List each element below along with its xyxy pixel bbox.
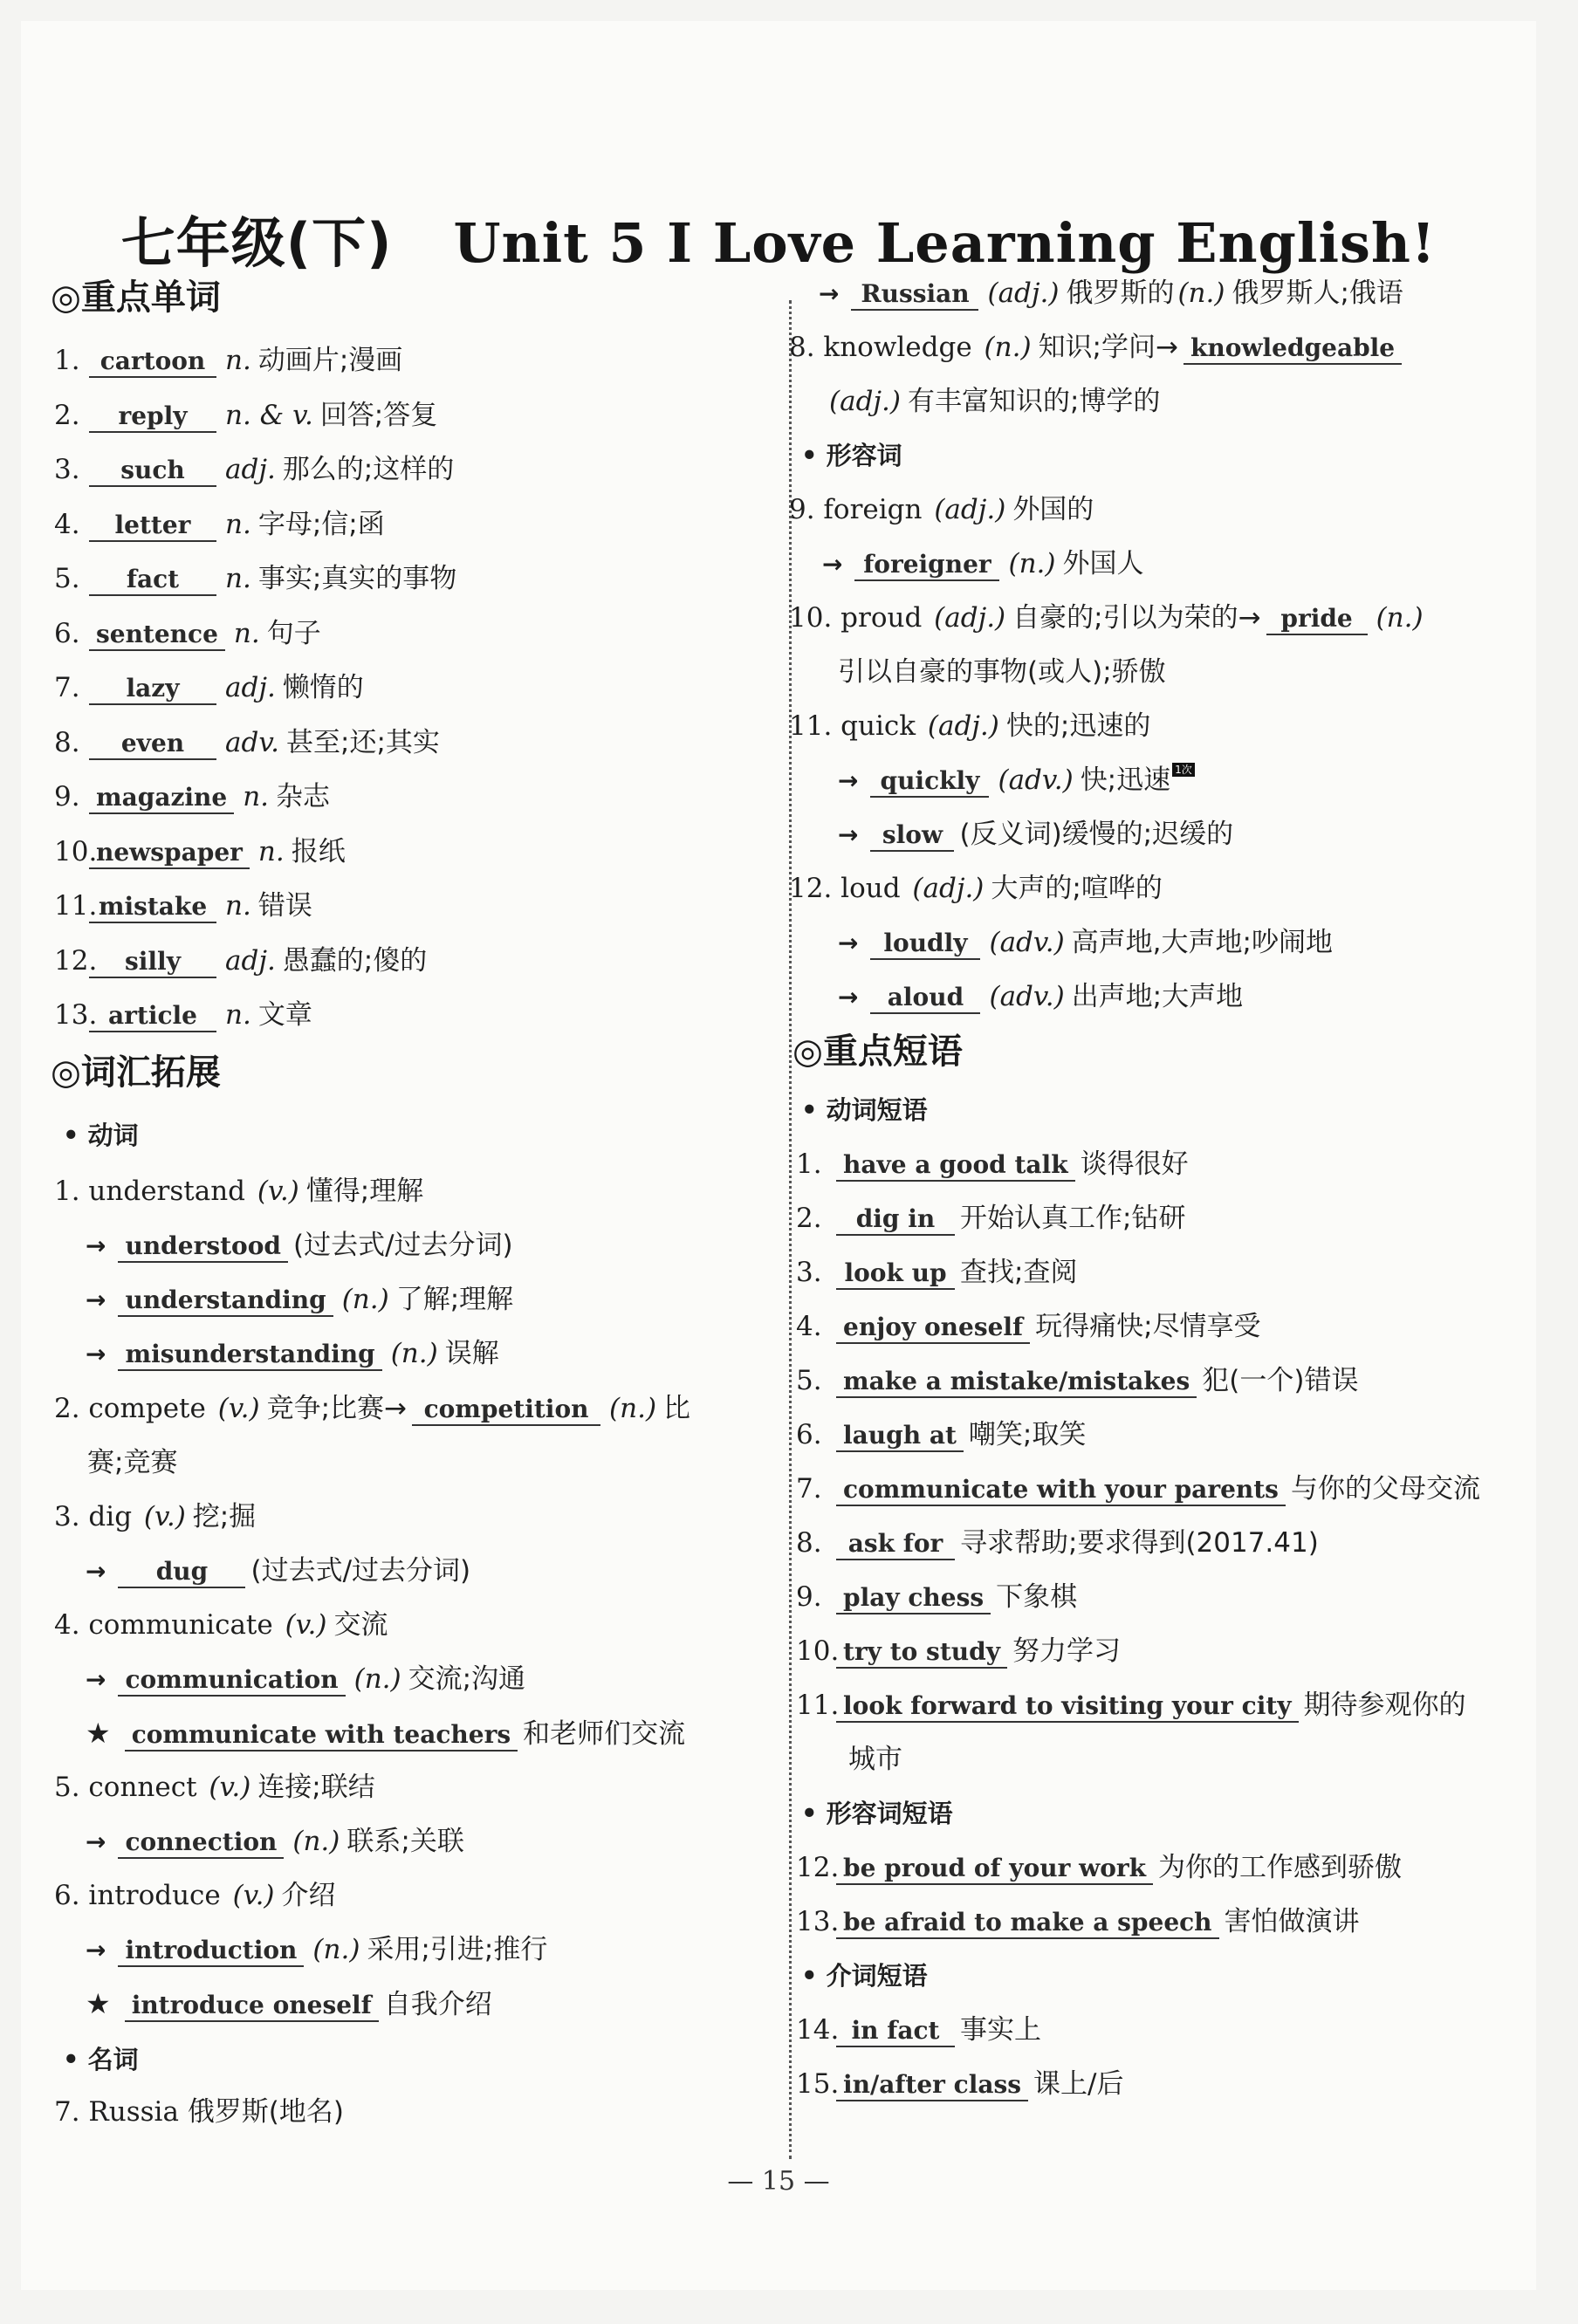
meaning: 嘲笑;取笑: [968, 1419, 1087, 1450]
pos-label: (n.): [312, 1934, 360, 1965]
meaning: 俄罗斯(地名): [187, 2096, 345, 2128]
pos-label: (v.): [143, 1501, 186, 1532]
pos-label: (adv.): [989, 981, 1065, 1012]
pos-label: n.: [257, 835, 285, 867]
word-head: 9. foreign: [789, 494, 923, 525]
pos-label: (n.): [341, 1284, 389, 1315]
answer-blank: laugh at: [836, 1421, 964, 1452]
word-head: 4. communicate: [54, 1609, 273, 1641]
expand-introduce-star: [86, 1986, 492, 2022]
key-word-row: [54, 943, 427, 978]
word-head: 2. compete: [54, 1393, 206, 1424]
meaning: 快;迅速: [1080, 764, 1171, 796]
meaning: 俄罗斯的: [1066, 278, 1175, 309]
answer-blank: introduction: [118, 1936, 304, 1967]
arrow-icon: →: [838, 766, 859, 795]
meaning: 为你的工作感到骄傲: [1158, 1852, 1403, 1883]
pos-label: (n.): [292, 1826, 340, 1857]
item-number: 10.: [54, 835, 98, 867]
meaning: 查找;查阅: [960, 1257, 1078, 1288]
word-head: 8. knowledge: [789, 332, 972, 363]
answer-blank: reply: [89, 401, 216, 433]
expand-loud-d2: [838, 979, 1243, 1015]
meaning: 犯(一个)错误: [1202, 1365, 1359, 1396]
key-word-row: [54, 888, 312, 923]
item-number: 12.: [54, 944, 98, 977]
meaning: (过去式/过去分词): [292, 1230, 513, 1261]
meaning: 和老师们交流: [523, 1718, 686, 1750]
star-icon: ★: [86, 1717, 111, 1750]
answer-blank: communicate with your parents: [836, 1475, 1286, 1506]
meaning: 字母;信;函: [257, 508, 385, 540]
phrase-row: [796, 1688, 1466, 1723]
expand-russia-d1: [819, 276, 1403, 312]
arrow-icon: →: [86, 1340, 106, 1368]
key-word-row: [54, 834, 346, 869]
meaning: 甚至;还;其实: [286, 726, 440, 758]
expand-quick-d1: [838, 763, 1195, 799]
answer-blank: letter: [89, 511, 216, 542]
answer-blank: sentence: [89, 620, 225, 651]
answer-blank: fact: [89, 565, 216, 596]
pos-label: (adj.): [912, 873, 985, 904]
meaning: 愚蠢的;傻的: [282, 944, 428, 977]
meaning: 外国人: [1062, 548, 1144, 579]
answer-blank: have a good talk: [836, 1150, 1075, 1182]
meaning: 外国的: [1012, 494, 1094, 525]
phrase-row: [796, 1255, 1077, 1290]
answer-blank: connection: [118, 1827, 284, 1859]
answer-blank: try to study: [836, 1637, 1007, 1669]
answer-blank: article: [89, 1001, 216, 1032]
expand-compete: [54, 1391, 690, 1426]
meaning: 连接;联结: [257, 1772, 375, 1803]
pos-label: n.: [225, 508, 251, 540]
phrase-row: [796, 1417, 1086, 1452]
phrase-row: [796, 1634, 1121, 1669]
pos-label: adj.: [225, 944, 276, 977]
meaning: 事实;真实的事物: [257, 563, 457, 594]
arrow-icon: →: [819, 279, 840, 308]
meaning: 文章: [257, 999, 312, 1031]
item-number: 3.: [54, 454, 80, 485]
pos-label: (v.): [232, 1880, 275, 1911]
key-word-row: [54, 398, 437, 433]
pos-label: (v.): [217, 1393, 260, 1424]
pos-label: n.: [225, 999, 251, 1031]
meaning: 错误: [257, 890, 312, 922]
answer-blank: communicate with teachers: [125, 1720, 518, 1752]
item-number: 3.: [796, 1257, 822, 1288]
item-number: 10.: [796, 1635, 840, 1667]
meaning: 交流;沟通: [408, 1663, 526, 1695]
meaning: 事实上: [960, 2014, 1041, 2046]
meaning: 大声的;喧哗的: [991, 873, 1163, 904]
meaning: 那么的;这样的: [282, 454, 455, 485]
expand-russia: [54, 2094, 344, 2129]
arrow-icon: →: [86, 1231, 106, 1260]
item-number: 11.: [796, 1690, 840, 1721]
meaning: 有丰富知识的;博学的: [907, 386, 1161, 417]
pos-label: n.: [225, 563, 251, 594]
arrow-icon: →: [838, 983, 859, 1011]
item-number: 11.: [54, 890, 98, 922]
answer-blank: look up: [836, 1258, 955, 1290]
word-head: 7. Russia: [54, 2096, 179, 2128]
answer-blank: Russian: [851, 279, 978, 311]
pos-label: (adj.): [987, 278, 1060, 309]
arrow-icon: →: [86, 1557, 106, 1586]
item-number: 4.: [796, 1311, 822, 1342]
meaning: 报纸: [291, 835, 346, 867]
subsection-verb: • 动词: [63, 1121, 139, 1150]
item-number: 1.: [54, 345, 80, 376]
arrow-icon: →: [822, 550, 843, 579]
meaning: 下象棋: [996, 1581, 1078, 1613]
answer-blank: competition: [412, 1395, 600, 1426]
meaning: 谈得很好: [1080, 1148, 1189, 1180]
key-word-row: [54, 670, 364, 705]
expand-communicate-d1: [86, 1662, 525, 1697]
expand-loud: [789, 871, 1163, 906]
word-head: 6. introduce: [54, 1880, 221, 1911]
meaning: (反义词)缓慢的;迟缓的: [959, 819, 1234, 850]
answer-blank: pride: [1266, 604, 1368, 635]
item-number: 5.: [796, 1365, 822, 1396]
arrow-icon: →: [86, 1827, 106, 1856]
item-number: 9.: [796, 1581, 822, 1613]
word-head: 5. connect: [54, 1772, 197, 1803]
answer-blank: dig in: [836, 1204, 955, 1236]
meaning: 交流: [333, 1609, 388, 1641]
answer-blank: misunderstanding: [118, 1340, 381, 1371]
expand-connect: [54, 1770, 375, 1805]
expand-introduce-d1: [86, 1932, 547, 1968]
arrow-icon: →: [86, 1665, 106, 1694]
expand-understand-d3: [86, 1336, 499, 1372]
answer-blank: in fact: [836, 2016, 955, 2047]
word-head: 3. dig: [54, 1501, 133, 1532]
meaning: 害怕做演讲: [1224, 1906, 1360, 1937]
answer-blank: knowledgeable: [1184, 333, 1402, 365]
key-word-row: [54, 507, 385, 542]
expand-loud-d1: [838, 925, 1333, 961]
phrase-row: [796, 1525, 1319, 1560]
pos-label: (v.): [285, 1609, 327, 1641]
expand-communicate: [54, 1608, 388, 1642]
pos-label: (n.): [984, 332, 1032, 363]
meaning: 自豪的;引以为荣的→: [1012, 602, 1261, 634]
answer-blank: play chess: [836, 1583, 991, 1614]
item-number: 13.: [54, 999, 98, 1031]
answer-blank: be proud of your work: [836, 1854, 1153, 1885]
expand-dig-d1: [86, 1553, 470, 1589]
item-number: 12.: [796, 1852, 840, 1883]
answer-blank: be afraid to make a speech: [836, 1908, 1219, 1939]
pos-label: adv.: [225, 726, 280, 758]
phrase-row: [796, 1309, 1261, 1344]
subsection-adj: • 形容词: [801, 441, 902, 470]
answer-blank: silly: [89, 947, 216, 978]
answer-blank: enjoy oneself: [836, 1313, 1030, 1344]
pos-label: (n.): [353, 1663, 401, 1695]
answer-blank: look forward to visiting your city: [836, 1691, 1299, 1723]
key-word-row: [54, 452, 454, 487]
meaning: 懒惰的: [282, 672, 364, 703]
meaning: 知识;学问→: [1038, 332, 1178, 363]
item-number: 6.: [796, 1419, 822, 1450]
item-number: 14.: [796, 2014, 840, 2046]
subsection-prep-phrase: • 介词短语: [801, 1961, 928, 1991]
phrase-row: [796, 2067, 1123, 2101]
answer-blank: lazy: [89, 674, 216, 705]
expand-introduce: [54, 1878, 336, 1913]
answer-blank: in/after class: [836, 2070, 1028, 2101]
key-word-row: [54, 343, 402, 378]
answer-blank: slow: [870, 820, 954, 852]
title-unit: Unit 5 I Love Learning English!: [453, 211, 1437, 275]
phrase-continuation: 城市: [848, 1744, 902, 1775]
pos-label: (adj.): [934, 494, 1006, 525]
pos-label: n.: [243, 781, 270, 812]
item-number: 7.: [54, 672, 80, 703]
expand-foreign: [789, 492, 1094, 527]
pos-label: (adj.): [934, 602, 1006, 634]
meaning: 高声地,大声地;吵闹地: [1071, 927, 1333, 958]
expand-understand-d2: [86, 1282, 513, 1318]
item-number: 15.: [796, 2068, 840, 2100]
meaning: 介绍: [281, 1880, 336, 1911]
meaning: 玩得痛快;尽情享受: [1035, 1311, 1261, 1342]
pos-label: n.: [225, 890, 251, 922]
section-word-expand: ◎词汇拓展: [51, 1052, 221, 1093]
expand-knowledge: [789, 330, 1407, 365]
pos-label: (v.): [257, 1176, 299, 1207]
subsection-verb-phrase: • 动词短语: [801, 1095, 928, 1125]
expand-understand-d1: [86, 1228, 513, 1264]
key-word-row: [54, 779, 330, 814]
item-number: 8.: [796, 1527, 822, 1559]
meaning: 与你的父母交流: [1290, 1473, 1480, 1505]
subsection-adj-phrase: • 形容词短语: [801, 1799, 953, 1828]
item-number: 6.: [54, 617, 80, 649]
meaning: 动画片;漫画: [257, 345, 403, 376]
meaning: 比: [663, 1393, 691, 1424]
word-head: 11. quick: [789, 710, 916, 742]
expand-quick-d2: [838, 817, 1233, 853]
meaning: 俄罗斯人;俄语: [1232, 278, 1403, 309]
item-number: 7.: [796, 1473, 822, 1505]
meaning: 竞争;比赛→: [266, 1393, 408, 1424]
meaning: 了解;理解: [395, 1284, 514, 1315]
meaning: 误解: [444, 1338, 499, 1369]
meaning: 期待参观你的: [1303, 1690, 1466, 1721]
item-number: 13.: [796, 1906, 840, 1937]
meaning: 快的;迅速的: [1005, 710, 1151, 742]
item-number: 2.: [796, 1203, 822, 1234]
answer-blank: ask for: [836, 1529, 955, 1560]
item-number: 8.: [54, 726, 80, 758]
phrase-row: [796, 1363, 1358, 1398]
meaning: 出声地;大声地: [1071, 981, 1244, 1012]
answer-blank: such: [89, 456, 216, 487]
phrase-row: [796, 1904, 1360, 1939]
item-number: 4.: [54, 508, 80, 540]
answer-blank: newspaper: [89, 838, 250, 869]
expand-proud-cont: 引以自豪的事物(或人);骄傲: [838, 656, 1166, 688]
meaning: (过去式/过去分词): [250, 1555, 471, 1587]
answer-blank: quickly: [870, 766, 989, 798]
key-word-row: [54, 561, 456, 596]
page-number: — 15 —: [727, 2166, 830, 2197]
pos-label: (adv.): [998, 764, 1074, 796]
key-word-row: [54, 725, 440, 760]
answer-blank: aloud: [870, 983, 980, 1014]
page-title: [21, 200, 1536, 278]
column-divider: [789, 300, 792, 2159]
answer-blank: mistake: [89, 892, 216, 923]
subsection-noun: • 名词: [63, 2045, 139, 2074]
pos-label: (n.): [609, 1393, 657, 1424]
key-word-row: [54, 997, 312, 1032]
frequency-tag: 1次: [1172, 763, 1195, 777]
answer-blank: communication: [118, 1665, 345, 1697]
expand-proud: [789, 600, 1430, 635]
arrow-icon: →: [86, 1285, 106, 1314]
pos-label: (n.): [1008, 548, 1056, 579]
expand-understand: [54, 1174, 423, 1209]
word-head: 1. understand: [54, 1176, 246, 1207]
pos-label: (adv.): [989, 927, 1065, 958]
word-head: 12. loud: [789, 873, 901, 904]
meaning: 句子: [266, 617, 321, 649]
answer-blank: understanding: [118, 1285, 333, 1317]
pos-label: (n.): [390, 1338, 438, 1369]
expand-knowledge-cont: [826, 384, 1160, 419]
meaning: 自我介绍: [383, 1989, 492, 2020]
item-number: 1.: [796, 1148, 822, 1180]
meaning: 杂志: [276, 781, 331, 812]
expand-connect-d1: [86, 1824, 464, 1860]
expand-communicate-star: [86, 1716, 685, 1752]
pos-label: n.: [225, 345, 251, 376]
meaning: 寻求帮助;要求得到(2017.41): [960, 1527, 1319, 1559]
item-number: 2.: [54, 399, 80, 431]
phrase-row: [796, 1201, 1185, 1236]
pos-label: adj.: [225, 454, 276, 485]
expand-dig: [54, 1499, 256, 1534]
pos-label: (v.): [209, 1772, 251, 1803]
meaning: 挖;掘: [192, 1501, 257, 1532]
phrase-row: [796, 2012, 1041, 2047]
answer-blank: loudly: [870, 929, 980, 960]
answer-blank: cartoon: [89, 346, 216, 378]
pos-label: adj.: [225, 672, 276, 703]
pos-label: (adj.): [927, 710, 999, 742]
expand-quick: [789, 709, 1150, 744]
meaning: 努力学习: [1012, 1635, 1121, 1667]
answer-blank: introduce oneself: [125, 1991, 379, 2022]
star-icon: ★: [86, 1987, 111, 2020]
phrase-row: [796, 1850, 1402, 1885]
pos-label: (n.): [1177, 278, 1225, 309]
answer-blank: foreigner: [854, 550, 999, 581]
pos-label: (n.): [1376, 602, 1424, 634]
pos-label: (adj.): [829, 386, 901, 417]
arrow-icon: →: [838, 929, 859, 957]
answer-blank: understood: [118, 1231, 288, 1263]
section-key-phrases: ◎重点短语: [792, 1032, 963, 1072]
phrase-row: [796, 1147, 1189, 1182]
section-key-words: ◎重点单词: [51, 278, 221, 318]
meaning: 回答;答复: [319, 399, 438, 431]
key-word-row: [54, 616, 321, 651]
meaning: 开始认真工作;钻研: [960, 1203, 1186, 1234]
item-number: 5.: [54, 563, 80, 594]
pos-label: n. & v.: [225, 399, 313, 431]
word-head: 10. proud: [789, 602, 923, 634]
answer-blank: dug: [118, 1557, 245, 1588]
answer-blank: magazine: [89, 783, 234, 814]
expand-compete-cont: 赛;竞赛: [87, 1447, 178, 1478]
pos-label: n.: [233, 617, 260, 649]
arrow-icon: →: [838, 820, 859, 849]
meaning: 采用;引进;推行: [367, 1934, 548, 1965]
meaning: 懂得;理解: [305, 1176, 424, 1207]
phrase-row: [796, 1471, 1480, 1506]
meaning: 课上/后: [1033, 2068, 1124, 2100]
phrase-row: [796, 1580, 1077, 1614]
expand-foreign-d1: [822, 546, 1143, 582]
answer-blank: make a mistake/mistakes: [836, 1367, 1197, 1398]
item-number: 9.: [54, 781, 80, 812]
answer-blank: even: [89, 729, 216, 760]
meaning: 联系;关联: [346, 1826, 464, 1857]
arrow-icon: →: [86, 1936, 106, 1964]
title-grade: 七年级(下): [120, 211, 393, 275]
